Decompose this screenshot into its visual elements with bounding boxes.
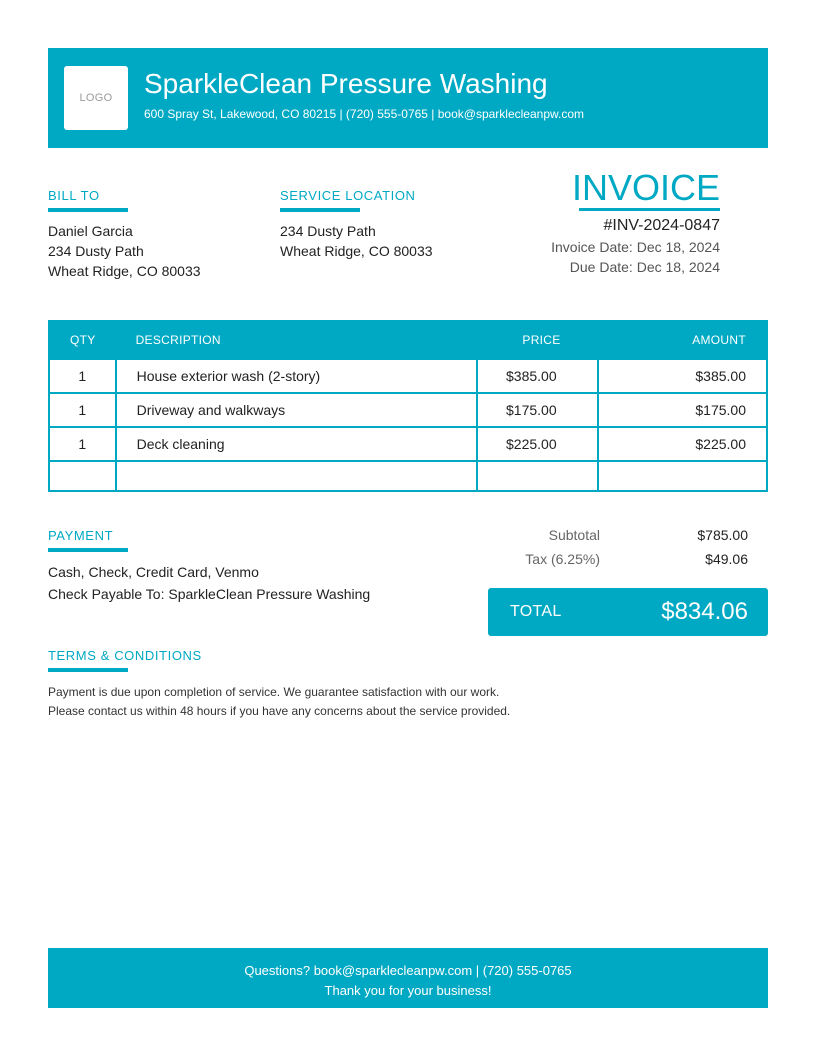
- terms-line-1: Payment is due upon completion of service. We guarantee satisfaction with our work.: [48, 685, 500, 699]
- row-amount: $175.00: [598, 393, 767, 427]
- total-label: TOTAL: [510, 603, 562, 620]
- table-row: [49, 393, 767, 427]
- column-header-qty: QTY: [49, 321, 116, 359]
- company-logo: [64, 66, 128, 130]
- company-contact-info: 600 Spray St, Lakewood, CO 80215 | (720) 555-0765 | book@sparklecleanpw.com: [144, 107, 585, 121]
- total-value: $834.06: [661, 598, 748, 625]
- row-qty: 1: [49, 427, 116, 461]
- total-box: [488, 588, 768, 636]
- empty-cell: [116, 461, 477, 491]
- company-name: SparkleClean Pressure Washing: [144, 68, 548, 99]
- service-location-city: Wheat Ridge, CO 80033: [280, 243, 433, 259]
- column-header-price: PRICE: [477, 321, 598, 359]
- row-qty: 1: [49, 359, 116, 393]
- subtotal-label: Subtotal: [548, 527, 600, 543]
- table-row: [49, 427, 767, 461]
- table-row: [49, 359, 767, 393]
- service-location-label: SERVICE LOCATION: [280, 188, 416, 203]
- due-date: Due Date: Dec 18, 2024: [569, 259, 720, 275]
- footer-thanks: Thank you for your business!: [324, 983, 492, 998]
- bill-to-underline: [48, 208, 128, 212]
- terms-text: [48, 683, 510, 721]
- terms-label: TERMS & CONDITIONS: [48, 648, 202, 663]
- row-price: $225.00: [477, 427, 598, 461]
- payment-details: [48, 561, 370, 605]
- table-header-row: [49, 321, 767, 359]
- row-amount: $385.00: [598, 359, 767, 393]
- column-header-description: DESCRIPTION: [116, 321, 477, 359]
- row-price: $175.00: [477, 393, 598, 427]
- company-header: [48, 48, 768, 148]
- bill-to-name: Daniel Garcia: [48, 223, 133, 239]
- empty-cell: [477, 461, 598, 491]
- bill-to-city: Wheat Ridge, CO 80033: [48, 263, 201, 279]
- bill-to-street: 234 Dusty Path: [48, 243, 144, 259]
- service-location-address: [280, 221, 433, 261]
- bill-to-label: BILL TO: [48, 188, 100, 203]
- row-description: Deck cleaning: [116, 427, 477, 461]
- table-row-empty: [49, 461, 767, 491]
- footer-contact: Questions? book@sparklecleanpw.com | (720) 555-0765: [244, 963, 572, 978]
- payment-methods: Cash, Check, Credit Card, Venmo: [48, 564, 259, 580]
- subtotal-value: $785.00: [697, 527, 748, 543]
- invoice-title: INVOICE: [571, 167, 720, 208]
- tax-label: Tax (6.25%): [525, 551, 600, 567]
- invoice-title-underline: [579, 208, 720, 211]
- bill-to-address: [48, 221, 201, 281]
- invoice-date: Invoice Date: Dec 18, 2024: [551, 239, 720, 255]
- tax-value: $49.06: [705, 551, 748, 567]
- payment-payable-to: Check Payable To: SparkleClean Pressure Washing: [48, 586, 371, 602]
- row-amount: $225.00: [598, 427, 767, 461]
- empty-cell: [598, 461, 767, 491]
- row-price: $385.00: [477, 359, 598, 393]
- payment-underline: [48, 548, 128, 552]
- column-header-amount: AMOUNT: [598, 321, 767, 359]
- service-location-underline: [280, 208, 360, 212]
- terms-underline: [48, 668, 128, 672]
- footer: [48, 948, 768, 1008]
- row-qty: 1: [49, 393, 116, 427]
- empty-cell: [49, 461, 116, 491]
- payment-label: PAYMENT: [48, 528, 114, 543]
- line-items-table: [48, 320, 768, 492]
- row-description: Driveway and walkways: [116, 393, 477, 427]
- service-location-street: 234 Dusty Path: [280, 223, 376, 239]
- logo-placeholder-text: LOGO: [79, 92, 113, 104]
- invoice-number: #INV-2024-0847: [603, 217, 720, 234]
- terms-line-2: Please contact us within 48 hours if you have any concerns about the service provided.: [48, 704, 511, 718]
- row-description: House exterior wash (2-story): [116, 359, 477, 393]
